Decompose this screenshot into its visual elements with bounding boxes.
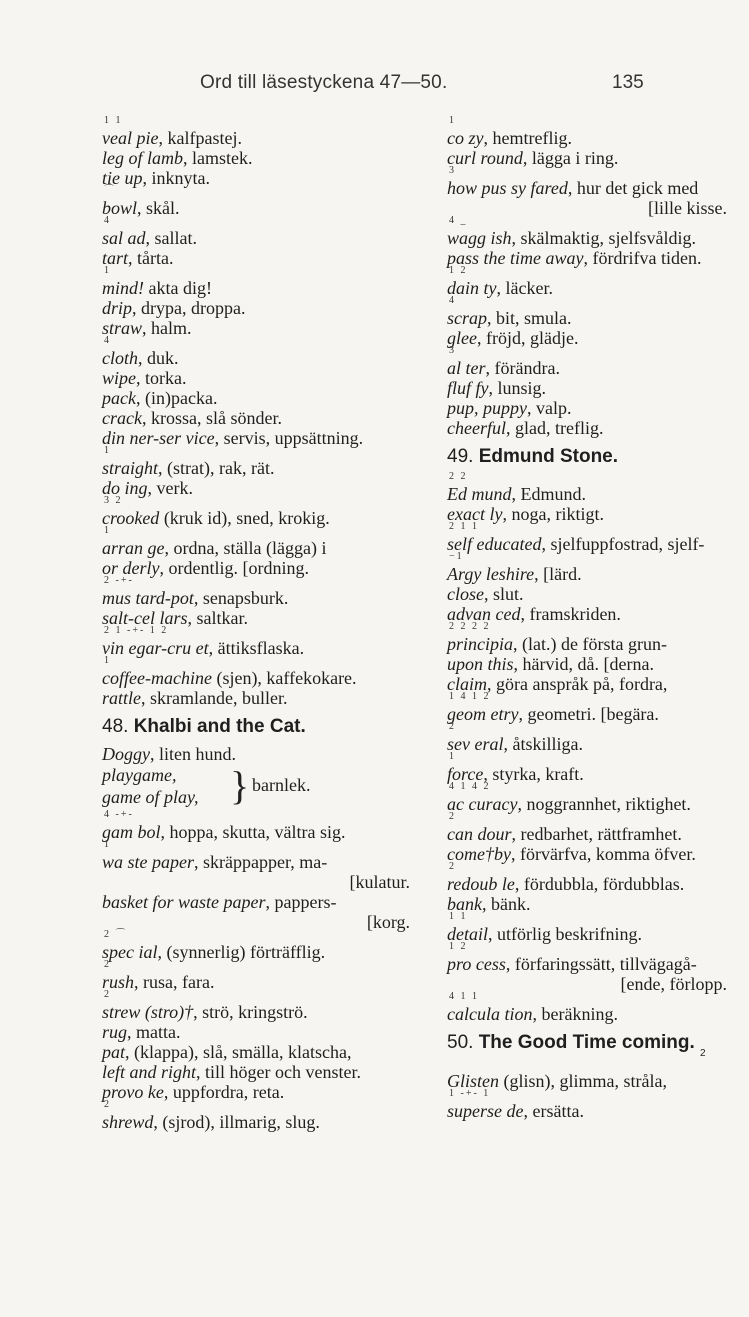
- glossary-entry: [102, 335, 420, 368]
- accent-marks: 1: [104, 839, 111, 850]
- entry-term: curl round: [447, 148, 523, 168]
- entry-gloss: , strö, kringströ.: [193, 1002, 308, 1022]
- entry-gloss: , skål.: [137, 198, 180, 218]
- entry-gloss: , liten hund.: [150, 744, 236, 764]
- glossary-entry: [447, 674, 737, 694]
- entry-term: ac curacy: [447, 794, 518, 814]
- accent-marks: 1: [104, 525, 111, 536]
- entry-gloss: , förfaringssätt, tillvägagå-: [505, 954, 697, 974]
- entry-term: gam bol: [102, 822, 161, 842]
- accent-marks: 2 -+-: [104, 575, 134, 586]
- brace-term-2: game of play,: [102, 787, 199, 807]
- entry-term: mus tard-pot: [102, 588, 194, 608]
- entry-gloss: , geometri. [begära.: [518, 704, 659, 724]
- entry-gloss: , lägga i ring.: [522, 148, 619, 168]
- glossary-entry: [447, 721, 737, 754]
- accent-marks: 1 1: [449, 911, 468, 922]
- right-column: [447, 115, 737, 1121]
- entry-term: come†by: [447, 844, 511, 864]
- glossary-entry: [102, 495, 420, 528]
- entry-gloss: , skramlande, buller.: [141, 688, 288, 708]
- accent-marks: 1: [449, 751, 456, 762]
- entry-gloss: , senapsburk.: [193, 588, 289, 608]
- section-heading-48: [102, 716, 420, 738]
- glossary-entry: [102, 688, 420, 708]
- glossary-entry: [102, 558, 420, 578]
- entry-term: claim: [447, 674, 487, 694]
- accent-marks: 2: [104, 1099, 111, 1110]
- glossary-entry: [447, 844, 737, 864]
- accent-marks: −1: [449, 551, 464, 562]
- page-header: [0, 72, 749, 106]
- entry-gloss: , drypa, droppa.: [132, 298, 246, 318]
- entry-term: calcula tion: [447, 1004, 533, 1024]
- glossary-entry: [102, 892, 420, 912]
- accent-marks: 1 2: [449, 941, 468, 952]
- glossary-entry: [447, 471, 737, 504]
- entry-term: self educated: [447, 534, 542, 554]
- section-heading-49: [447, 446, 737, 468]
- glossary-entry: [102, 744, 420, 764]
- accent-marks: 4 1 1: [449, 991, 479, 1002]
- brace-mark: }: [230, 763, 250, 808]
- entry-gloss: , noggrannhet, riktighet.: [517, 794, 691, 814]
- glossary-entry: [102, 428, 420, 448]
- glossary-entry: [102, 445, 420, 478]
- entry-gloss: , noga, riktigt.: [502, 504, 604, 524]
- glossary-entry: [447, 621, 737, 654]
- glossary-entry: [102, 655, 420, 688]
- glossary-entry: [447, 604, 737, 624]
- entry-term: spec ial: [102, 942, 158, 962]
- accent-marks: 2: [104, 959, 111, 970]
- entry-gloss: , beräkning.: [532, 1004, 618, 1024]
- entry-term: provo ke: [102, 1082, 164, 1102]
- accent-marks: 2 ⌒: [104, 929, 128, 940]
- entry-term: left and right: [102, 1062, 196, 1082]
- glossary-entry: [102, 809, 420, 842]
- entry-gloss: , valp.: [527, 398, 572, 418]
- section-title: Khalbi and the Cat.: [133, 716, 306, 737]
- glossary-entry: [102, 839, 420, 872]
- glossary-entry: [102, 1099, 420, 1132]
- entry-gloss: , matta.: [127, 1022, 181, 1042]
- entry-term: close: [447, 584, 484, 604]
- entry-continuation: [korg.: [366, 912, 410, 932]
- entry-gloss: akta dig!: [144, 278, 212, 298]
- entry-term: straight: [102, 458, 159, 478]
- entry-gloss: , (sjrod), illmarig, slug.: [153, 1112, 320, 1132]
- entry-term: or derly: [102, 558, 160, 578]
- entry-term: basket for waste paper: [102, 892, 266, 912]
- accent-marks: 4: [449, 295, 456, 306]
- entry-term: crack: [102, 408, 142, 428]
- entry-term: superse de: [447, 1101, 524, 1121]
- entry-gloss: , kalfpastej.: [158, 128, 242, 148]
- entry-gloss: , Edmund.: [511, 484, 586, 504]
- glossary-entry: [447, 894, 737, 914]
- accent-marks: 1: [104, 445, 111, 456]
- entry-gloss: , hoppa, skutta, vältra sig.: [160, 822, 346, 842]
- entry-gloss: , hemtreflig.: [483, 128, 572, 148]
- glossary-entry: [102, 1042, 420, 1062]
- entry-gloss: , till höger och venster.: [196, 1062, 361, 1082]
- glossary-entry: [102, 575, 420, 608]
- entry-gloss: , framskriden.: [520, 604, 621, 624]
- brace-entry: [102, 764, 420, 812]
- entry-gloss: , inknyta.: [142, 168, 210, 188]
- entry-gloss: , uppfordra, reta.: [163, 1082, 285, 1102]
- glossary-entry: [102, 148, 420, 168]
- glossary-entry: [102, 115, 420, 148]
- entry-gloss: , ordentlig. [ordning.: [159, 558, 309, 578]
- accent-marks: 3: [449, 165, 456, 176]
- entry-gloss: , (in)packa.: [135, 388, 218, 408]
- entry-term: advan ced: [447, 604, 521, 624]
- glossary-entry: [102, 625, 420, 658]
- entry-term: upon this: [447, 654, 514, 674]
- entry-term: mind!: [102, 278, 144, 298]
- entry-term: Argy leshire: [447, 564, 535, 584]
- entry-term: glee: [447, 328, 477, 348]
- entry-term: crooked: [102, 508, 160, 528]
- glossary-entry: [447, 1088, 737, 1121]
- entry-gloss: (kruk id), sned, krokig.: [159, 508, 330, 528]
- entry-term: principia: [447, 634, 513, 654]
- entry-term: leg of lamb: [102, 148, 183, 168]
- entry-term: bowl: [102, 198, 138, 218]
- entry-gloss: , slut.: [483, 584, 524, 604]
- entry-gloss: , (synnerlig) förträfflig.: [157, 942, 326, 962]
- entry-gloss: , (lat.) de första grun-: [513, 634, 667, 654]
- entry-gloss: , skälmaktig, sjelfsvåldig.: [511, 228, 696, 248]
- glossary-entry: [102, 318, 420, 338]
- entry-term: pat: [102, 1042, 126, 1062]
- glossary-entry: [102, 478, 420, 498]
- entry-gloss: , saltkar.: [187, 608, 248, 628]
- entry-term: wa ste paper: [102, 852, 194, 872]
- entry-gloss: , ersätta.: [523, 1101, 584, 1121]
- glossary-entry: [447, 215, 737, 248]
- accent-marks: 4 _: [449, 215, 468, 226]
- entry-term: exact ly: [447, 504, 503, 524]
- entry-gloss: , duk.: [138, 348, 179, 368]
- glossary-entry: [447, 165, 737, 198]
- entry-gloss: , halm.: [142, 318, 192, 338]
- glossary-entry: [447, 398, 737, 418]
- glossary-entry: [102, 1062, 420, 1082]
- entry-continuation: [ende, förlopp.: [620, 974, 727, 994]
- glossary-entry: [102, 185, 420, 218]
- entry-gloss: , tårta.: [128, 248, 174, 268]
- entry-term: sal ad: [102, 228, 146, 248]
- section-number: 49.: [447, 446, 474, 467]
- glossary-entry: [102, 1022, 420, 1042]
- entry-term: al ter: [447, 358, 486, 378]
- entry-gloss: , fördrifva tiden.: [583, 248, 702, 268]
- glossary-entry: [447, 328, 737, 348]
- glossary-entry: [102, 408, 420, 428]
- accent-marks: 2: [104, 989, 111, 1000]
- entry-term: redoub le: [447, 874, 515, 894]
- entry-term: Doggy: [102, 744, 150, 764]
- glossary-entry: [447, 418, 737, 438]
- accent-marks: 1: [104, 655, 111, 666]
- accent-marks: 1: [449, 115, 456, 126]
- entry-gloss: (glisn), glimma, stråla,: [499, 1071, 667, 1091]
- entry-term: salt-cel lars: [102, 608, 188, 628]
- page-number: 135: [612, 72, 644, 93]
- left-column: [102, 115, 420, 1132]
- entry-term: Ed mund: [447, 484, 512, 504]
- glossary-entry: [102, 265, 420, 298]
- accent-marks: ⌒: [104, 185, 116, 196]
- entry-term: wagg ish: [447, 228, 512, 248]
- entry-term: wipe: [102, 368, 136, 388]
- glossary-entry: [447, 811, 737, 844]
- glossary-entry: [102, 989, 420, 1022]
- glossary-entry: [447, 248, 737, 268]
- entry-term: Glisten: [447, 1071, 499, 1091]
- glossary-entry: [102, 929, 420, 962]
- section-number: 50.: [447, 1032, 474, 1053]
- glossary-entry: [447, 781, 737, 814]
- glossary-entry: [447, 345, 737, 378]
- entry-gloss: , sallat.: [145, 228, 198, 248]
- entry-term: force: [447, 764, 484, 784]
- glossary-entry: [447, 115, 737, 148]
- glossary-entry: [102, 388, 420, 408]
- accent-marks: 4: [104, 215, 111, 226]
- entry-term: strew (stro)†: [102, 1002, 194, 1022]
- entry-gloss: (sjen), kaffekokare.: [211, 668, 357, 688]
- entry-term: arran ge: [102, 538, 165, 558]
- entry-gloss: , förändra.: [485, 358, 560, 378]
- entry-term: how pus sy fared: [447, 178, 568, 198]
- entry-term: drip: [102, 298, 133, 318]
- word-list-48-cont: [447, 115, 737, 438]
- entry-gloss: , göra anspråk på, fordra,: [487, 674, 668, 694]
- entry-gloss: , (klappa), slå, smälla, klatscha,: [125, 1042, 352, 1062]
- entry-term: sev eral: [447, 734, 504, 754]
- entry-gloss: , redbarhet, rättframhet.: [511, 824, 682, 844]
- glossary-entry: [447, 654, 737, 674]
- entry-term: coffee-machine: [102, 668, 212, 688]
- entry-term: straw: [102, 318, 143, 338]
- entry-gloss: , lunsig.: [488, 378, 547, 398]
- glossary-entry: [102, 168, 420, 188]
- glossary-entry: [102, 248, 420, 268]
- entry-gloss: , verk.: [147, 478, 193, 498]
- accent-marks: 2: [449, 861, 456, 872]
- entry-gloss: , fröjd, glädje.: [476, 328, 579, 348]
- entry-term: cheerful: [447, 418, 506, 438]
- entry-term: pack: [102, 388, 136, 408]
- glossary-entry: [447, 378, 737, 398]
- entry-term: pup, puppy: [447, 398, 527, 418]
- entry-gloss: , torka.: [136, 368, 187, 388]
- accent-marks: 3 2: [104, 495, 123, 506]
- accent-marks: 1 -+- 1: [449, 1088, 491, 1099]
- entry-term: rattle: [102, 688, 141, 708]
- entry-gloss: , rusa, fara.: [134, 972, 215, 992]
- glossary-entry: [447, 691, 737, 724]
- entry-term: tie up: [102, 168, 143, 188]
- accent-marks: 1: [104, 265, 111, 276]
- entry-gloss: , bit, smula.: [487, 308, 572, 328]
- glossary-entry: [447, 991, 737, 1024]
- accent-marks: 3: [449, 345, 456, 356]
- entry-gloss: , härvid, då. [derna.: [513, 654, 654, 674]
- entry-gloss: , styrka, kraft.: [483, 764, 584, 784]
- entry-term: geom etry: [447, 704, 519, 724]
- entry-term: detail: [447, 924, 488, 944]
- glossary-entry: [447, 584, 737, 604]
- section-title: The Good Time coming.: [478, 1032, 695, 1053]
- entry-term: pass the time away: [447, 248, 584, 268]
- entry-term: rush: [102, 972, 135, 992]
- entry-continuation: [kulatur.: [349, 872, 410, 892]
- accent-marks: 2: [449, 721, 456, 732]
- entry-term: do ing: [102, 478, 148, 498]
- accent-marks: 2: [449, 811, 456, 822]
- entry-gloss: , utförlig beskrifning.: [488, 924, 642, 944]
- entry-gloss: , åtskilliga.: [503, 734, 583, 754]
- entry-gloss: , servis, uppsättning.: [214, 428, 364, 448]
- entry-gloss: , pappers-: [265, 892, 337, 912]
- entry-term: scrap: [447, 308, 487, 328]
- entry-gloss: , (strat), rak, rät.: [158, 458, 275, 478]
- accent-marks: 2 2 2 2: [449, 621, 491, 632]
- glossary-entry: [447, 521, 737, 554]
- section-number: 48.: [102, 716, 129, 737]
- entry-term: cloth: [102, 348, 138, 368]
- entry-gloss: , lamstek.: [183, 148, 253, 168]
- word-list-50: [447, 1071, 737, 1121]
- entry-gloss: , hur det gick med: [567, 178, 699, 198]
- running-title: Ord till läsestyckena 47—50.: [200, 72, 448, 93]
- accent-marks: 2 1 1: [449, 521, 479, 532]
- word-list-48: [102, 809, 420, 1132]
- glossary-entry: [447, 148, 737, 168]
- glossary-entry: [102, 525, 420, 558]
- glossary-entry: [447, 911, 737, 944]
- entry-gloss: , glad, treflig.: [505, 418, 604, 438]
- brace-term-1: playgame,: [102, 765, 177, 785]
- entry-term: can dour: [447, 824, 512, 844]
- glossary-entry: [447, 504, 737, 524]
- accent-marks: 1 1: [104, 115, 123, 126]
- word-list-49: [447, 471, 737, 1024]
- section-title: Edmund Stone.: [478, 446, 619, 467]
- entry-gloss: , krossa, slå sönder.: [141, 408, 282, 428]
- accent-marks: 1 2: [449, 265, 468, 276]
- entry-term: co zy: [447, 128, 484, 148]
- glossary-entry: [102, 298, 420, 318]
- entry-gloss: , ordna, ställa (lägga) i: [164, 538, 327, 558]
- entry-continuation: [lille kisse.: [648, 198, 727, 218]
- entry-term: fluf fy: [447, 378, 489, 398]
- entry-gloss: , läcker.: [496, 278, 553, 298]
- glossary-entry: [447, 265, 737, 298]
- section-accent-mark: 2: [700, 1048, 706, 1059]
- glossary-entry: [102, 368, 420, 388]
- glossary-entry: [447, 295, 737, 328]
- entry-gloss: , förvärfva, komma öfver.: [510, 844, 696, 864]
- entry-term: din ner-ser vice: [102, 428, 215, 448]
- glossary-entry: [447, 1071, 737, 1091]
- entry-term: rug: [102, 1022, 128, 1042]
- word-list-47: [102, 115, 420, 708]
- accent-marks: 4 -+-: [104, 809, 134, 820]
- entry-term: shrewd: [102, 1112, 154, 1132]
- entry-gloss: , bänk.: [482, 894, 531, 914]
- accent-marks: 4: [104, 335, 111, 346]
- entry-term: veal pie: [102, 128, 159, 148]
- entry-term: vin egar-cru et: [102, 638, 209, 658]
- glossary-entry: [102, 215, 420, 248]
- glossary-entry: [447, 861, 737, 894]
- brace-gloss: barnlek.: [252, 775, 311, 795]
- accent-marks: 4 1 4 2: [449, 781, 491, 792]
- entry-gloss: , fördubbla, fördubblas.: [514, 874, 685, 894]
- glossary-entry: [102, 959, 420, 992]
- accent-marks: 2 2: [449, 471, 468, 482]
- entry-gloss: , ättiksflaska.: [208, 638, 305, 658]
- glossary-entry: [102, 1082, 420, 1102]
- entry-gloss: , skräppapper, ma-: [194, 852, 328, 872]
- entry-gloss: , sjelfuppfostrad, sjelf-: [541, 534, 705, 554]
- entry-term: tart: [102, 248, 129, 268]
- entry-gloss: , [lärd.: [534, 564, 582, 584]
- glossary-entry: [447, 551, 737, 584]
- glossary-entry: [447, 941, 737, 974]
- accent-marks: 1 4 1 2: [449, 691, 491, 702]
- glossary-entry: [447, 751, 737, 784]
- entry-term: dain ty: [447, 278, 497, 298]
- accent-marks: 2 1 -+- 1 2: [104, 625, 169, 636]
- entry-term: bank: [447, 894, 482, 914]
- entry-term: pro cess: [447, 954, 506, 974]
- section-heading-50: [447, 1032, 737, 1065]
